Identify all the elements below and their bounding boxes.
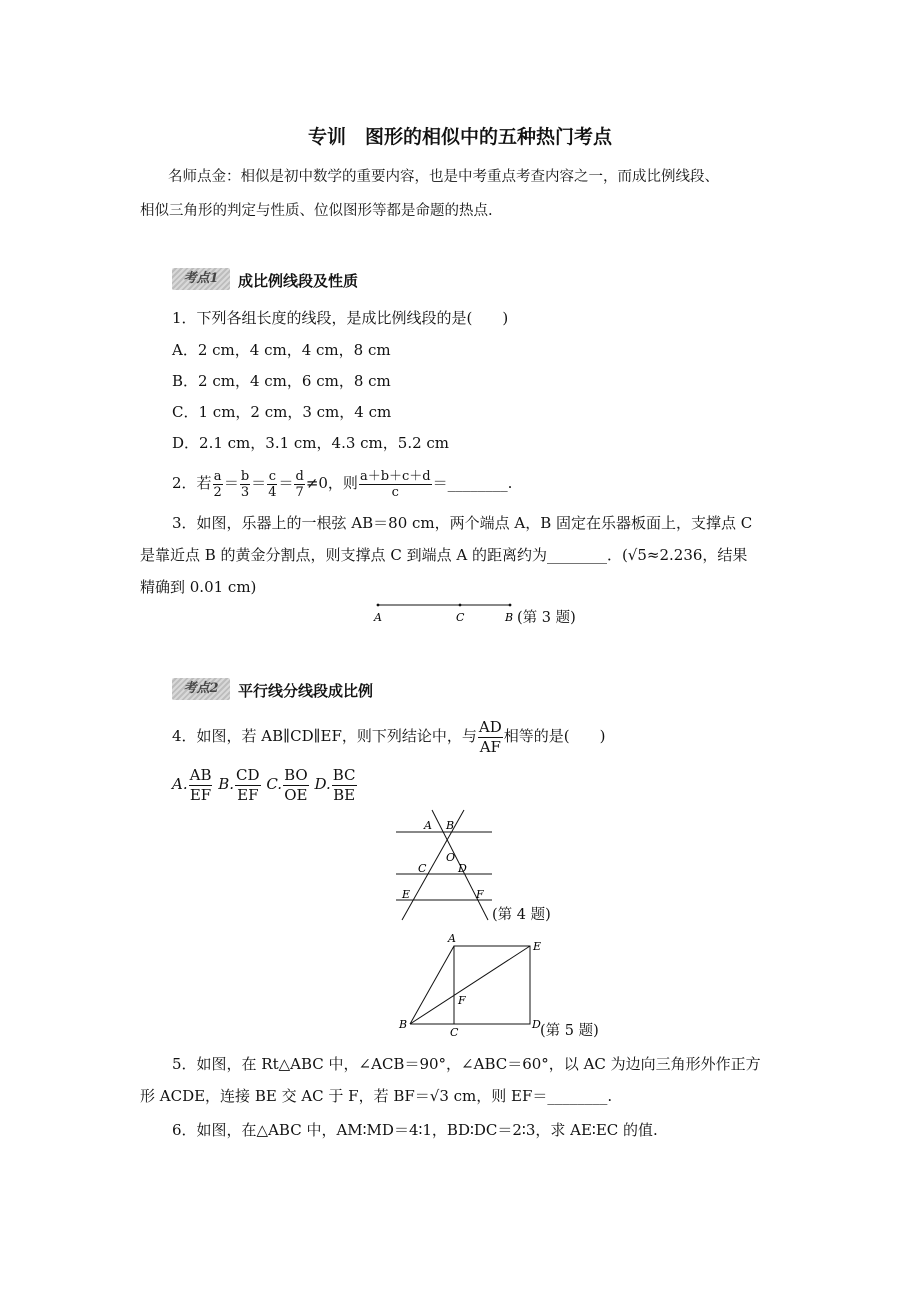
q4-prefix: 4．如图，若 AB∥CD∥EF，则下列结论中，与 [172, 727, 477, 745]
q5-label-f: F [458, 994, 466, 1007]
q5-caption: (第 5 题) [540, 1023, 599, 1039]
q5-line-2: 形 ACDE，连接 BE 交 AC 于 F，若 BF＝√3 cm，则 EF＝________. [140, 1087, 613, 1105]
q1-stem: 1．下列各组长度的线段，是成比例线段的是( ) [172, 309, 509, 327]
q4-option-a: A. $\frac{AB}{EF}$ [172, 765, 212, 804]
q1-option-d: D．2.1 cm，3.1 cm，4.3 cm，5.2 cm [172, 434, 450, 452]
q2-neq: ≠0，则 [305, 474, 358, 492]
section-title-2: 平行线分线段成比例 [238, 682, 374, 700]
q4-option-c: C. $\frac{BO}{OE}$ [266, 765, 308, 804]
q1-option-b: B．2 cm，4 cm，6 cm，8 cm [172, 372, 391, 390]
q3-label-c: C [456, 611, 465, 624]
q4-label-d: D [458, 862, 467, 875]
q2-frac-d: $\frac{d}{7}$ [295, 468, 304, 500]
q3-figure [368, 596, 518, 630]
intro-line-1: 名师点金：相似是初中数学的重要内容，也是中考重点考查内容之一，而成比例线段、 [168, 169, 719, 185]
section-badge-1: 考点1 [172, 268, 230, 290]
q4-label-b: B [446, 819, 455, 832]
q5-line-be [410, 946, 530, 1024]
q5-square-acde [454, 946, 530, 1024]
section-badge-2: 考点2 [172, 678, 230, 700]
intro-line-2: 相似三角形的判定与性质、位似图形等都是命题的热点. [140, 203, 493, 219]
q2-eq-2: ＝ [251, 474, 267, 492]
q4-option-d: D. $\frac{BC}{BE}$ [314, 765, 356, 804]
q2-frac-c: $\frac{c}{4}$ [268, 468, 277, 500]
q4-frac: $\frac{AD}{AF}$ [478, 717, 502, 756]
q2-frac-b: $\frac{b}{3}$ [240, 468, 250, 500]
q4-figure [392, 808, 502, 926]
section-title-1: 成比例线段及性质 [238, 272, 359, 290]
q3-point-b [509, 604, 512, 607]
q2-line [172, 466, 512, 500]
q1-option-a: A．2 cm，4 cm，4 cm，8 cm [172, 341, 391, 359]
q3-label-a: A [374, 611, 382, 624]
q5-line-1: 5．如图，在 Rt△ABC 中，∠ACB＝90°，∠ABC＝60°，以 AC 为边向三角形外作正方 [172, 1055, 761, 1073]
q3-label-b: B [505, 611, 514, 624]
q4-label-e: E [402, 888, 411, 901]
q4-label-c: C [418, 862, 427, 875]
q4-caption: (第 4 题) [492, 907, 551, 923]
q5-label-c: C [450, 1026, 459, 1039]
q5-figure [396, 932, 546, 1040]
q2-eq-1: ＝ [223, 474, 239, 492]
q2-frac-a: $\frac{a}{2}$ [213, 468, 222, 500]
q2-prefix: 2．若 [172, 474, 212, 492]
q4-option-b: B. $\frac{CD}{EF}$ [218, 765, 260, 804]
q2-eq-3: ＝ [278, 474, 294, 492]
q2-tail: ＝________. [432, 474, 513, 492]
q3-caption: (第 3 题) [517, 610, 576, 626]
q5-label-b: B [399, 1018, 408, 1031]
q4-label-f: F [476, 888, 484, 901]
q6-line-1: 6．如图，在△ABC 中，AM∶MD＝4∶1，BD∶DC＝2∶3，求 AE∶EC 的值. [172, 1121, 658, 1139]
q5-label-d: D [532, 1018, 541, 1031]
q4-label-a: A [424, 819, 432, 832]
q4-label-o: O [446, 851, 456, 864]
q3-line-1: 3．如图，乐器上的一根弦 AB＝80 cm，两个端点 A，B 固定在乐器板面上，支撑点 C [172, 514, 753, 532]
q5-label-a: A [448, 932, 456, 945]
q4-suffix: 相等的是( ) [503, 727, 606, 745]
q3-line-3: 精确到 0.01 cm) [140, 578, 257, 596]
q4-transversal-2 [402, 810, 464, 920]
q3-line-2: 是靠近点 B 的黄金分割点，则支撑点 C 到端点 A 的距离约为________．(√5≈2.236，结果 [140, 546, 748, 564]
q1-option-c: C．1 cm，2 cm，3 cm，4 cm [172, 403, 392, 421]
q3-point-c [459, 604, 462, 607]
q2-expr-frac: $\frac{a+b+c+d}{c}$ [359, 468, 431, 500]
q4-stem [172, 716, 605, 757]
q4-options [172, 764, 358, 805]
q5-line-ab [410, 946, 454, 1024]
page-title: 专训 图形的相似中的五种热门考点 [307, 126, 612, 148]
q3-point-a [377, 604, 380, 607]
q5-label-e: E [533, 940, 542, 953]
